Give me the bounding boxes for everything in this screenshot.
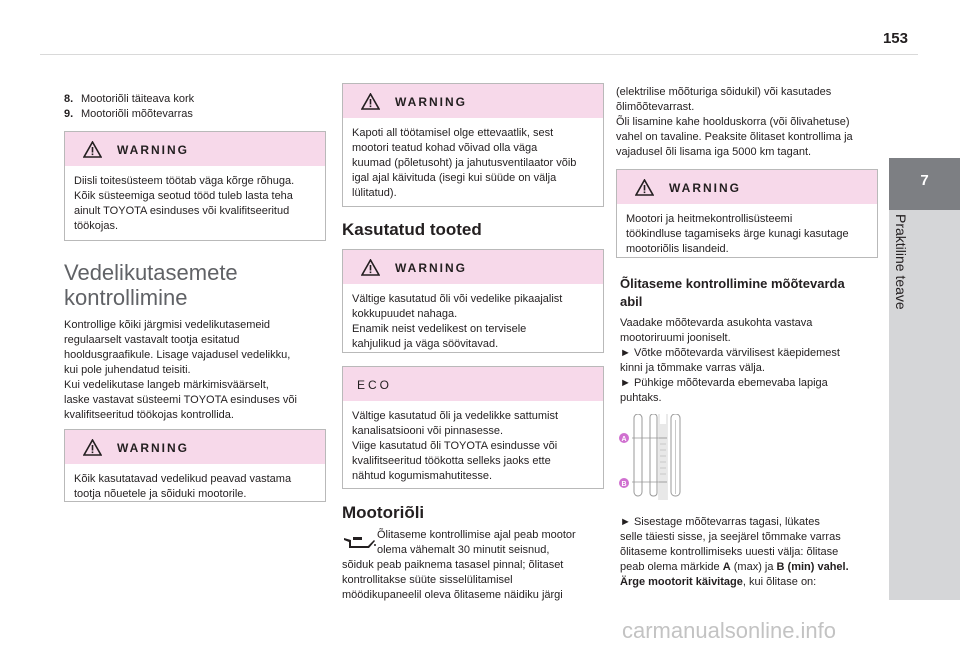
section-title-fluids: Vedelikutasemete kontrollimine	[64, 260, 238, 310]
page-number: 153	[882, 30, 908, 47]
warning-box-diesel	[64, 131, 326, 241]
dipstick-diagram	[618, 414, 688, 500]
warning-label: WARNING	[117, 143, 189, 157]
marker-b-label: B	[621, 481, 627, 488]
eco-box	[342, 366, 604, 489]
dipstick-instructions: Vaadake mõõtevarda asukohta vastava mootoriruumi jooniselt. ► Võtke mõõtevarda värvilisest käepidemest kinni ja tõmmake varras välja. ► Pühkige mõõtevarda ebemevaba lapiga puhtaks.	[620, 317, 840, 404]
section-title-used-products: Kasutatud tooted	[342, 220, 482, 239]
eco-text: Vältige kasutatud õli ja vedelikke sattumist kanalisatsiooni või pinnasesse. Viige kasutatud õli TOYOTA esindusse või kvalifitseeritud töökotta selleks jaoks ette nähtud kogumismahutitesse.	[352, 410, 559, 482]
oil-paragraph-indented: Õlitaseme kontrollimise ajal peab mootor olema vähemalt 30 minutit seisnud,	[377, 529, 576, 556]
warning-label: WARNING	[395, 261, 467, 275]
chapter-tab[interactable]	[889, 158, 960, 210]
warning-triangle-icon	[635, 179, 654, 196]
warning-header	[617, 170, 877, 204]
warning-text: Kapoti all töötamisel olge ettevaatlik, sest mootori teatud kohad võivad olla väga kuumad (põletusoht) ja jahutusventilaator võib igal ajal käivituda (isegi kui süüde on välja lülitatud).	[352, 127, 577, 199]
marker-a-label: A	[621, 436, 627, 443]
warning-header	[343, 84, 603, 118]
header-divider	[40, 54, 918, 55]
warning-triangle-icon	[361, 259, 380, 276]
chapter-number: 7	[920, 172, 929, 189]
warning-text: Diisli toitesüsteem töötab väga kõrge rõhuga. Kõik süsteemiga seotud tööd tuleb lasta teha ainult TOYOTA esinduses või kvalifitseeritud töökojas.	[74, 175, 295, 232]
warning-header	[343, 250, 603, 284]
warning-text: Mootori ja heitmekontrollisüsteemi töökindluse tagamiseks ärge kunagi kasutage mootoriõlis lisandeid.	[626, 213, 849, 255]
warning-box-fluids	[64, 429, 326, 502]
chapter-title: Praktiline teave	[893, 214, 909, 310]
list-item: 9. Mootoriõli mõõtevarras	[64, 108, 193, 120]
eco-header	[343, 367, 603, 401]
parts-list	[64, 92, 194, 122]
chapter-title-wrap	[893, 214, 909, 334]
warning-triangle-icon	[83, 439, 102, 456]
dipstick-final-paragraph: ► Sisestage mõõtevarras tagasi, lükates selle täiesti sisse, ja seejärel tõmmake varras õlitaseme kontrollimiseks uuesti välja: õlitase peab olema märkide A (max) ja B (min) vahel. Ärge mootorit käivitage, kui õlitase on:	[620, 516, 849, 588]
dipstick-illustration	[632, 414, 680, 500]
warning-header	[65, 430, 325, 464]
warning-label: WARNING	[669, 181, 741, 195]
warning-label: WARNING	[395, 95, 467, 109]
warning-text: Vältige kasutatud õli või vedelike pikaajalist kokkupuudet nahaga. Enamik neist vedelikest on tervisele kahjulikud ja väga söövitavad.	[352, 293, 563, 350]
oil-paragraph: sõiduk peab paiknema tasasel pinnal; õlitaset kontrollitakse süüte sisselülitamisel möödikupaneelil oleva õlitaseme näidiku järgi	[342, 559, 564, 601]
watermark: carmanualsonline.info	[622, 618, 837, 643]
warning-label: WARNING	[117, 441, 189, 455]
fluids-paragraph: Kontrollige kõiki järgmisi vedelikutasemeid regulaarselt vastavalt tootja esitatud hooldusgraafikule. Lisage vajadusel vedelikku, kui pole juhendatud teisiti. Kui vedelikutase langeb märkimisväärselt, laske vastavat süsteemi TOYOTA esinduses või kvalifitseeritud töökojas kontrollida.	[64, 319, 297, 421]
eco-label: ECO	[357, 378, 393, 392]
warning-header	[65, 132, 325, 166]
warning-box-hood	[342, 83, 604, 207]
warning-box-additives	[616, 169, 878, 258]
warning-box-skin	[342, 249, 604, 353]
warning-text: Kõik kasutatavad vedelikud peavad vastama tootja nõuetele ja sõiduki mootorile.	[74, 473, 292, 500]
section-title-engine-oil: Mootoriõli	[342, 503, 425, 522]
oil-check-paragraph: (elektrilise mõõturiga sõidukil) või kasutades õlimõõtevarrast. Õli lisamine kahe hoolduskorra (või õlivahetuse) vahel on tavaline. Peaksite õlitaset kontrollima ja vajadusel õli lisama iga 5000 km tagant.	[616, 86, 853, 158]
warning-triangle-icon	[361, 93, 380, 110]
list-item: 8. Mootoriõli täiteava kork	[64, 93, 195, 105]
warning-triangle-icon	[83, 141, 102, 158]
section-title-dipstick: Õlitaseme kontrollimine mõõtevarda abil	[620, 276, 845, 309]
oil-can-icon	[342, 533, 376, 549]
